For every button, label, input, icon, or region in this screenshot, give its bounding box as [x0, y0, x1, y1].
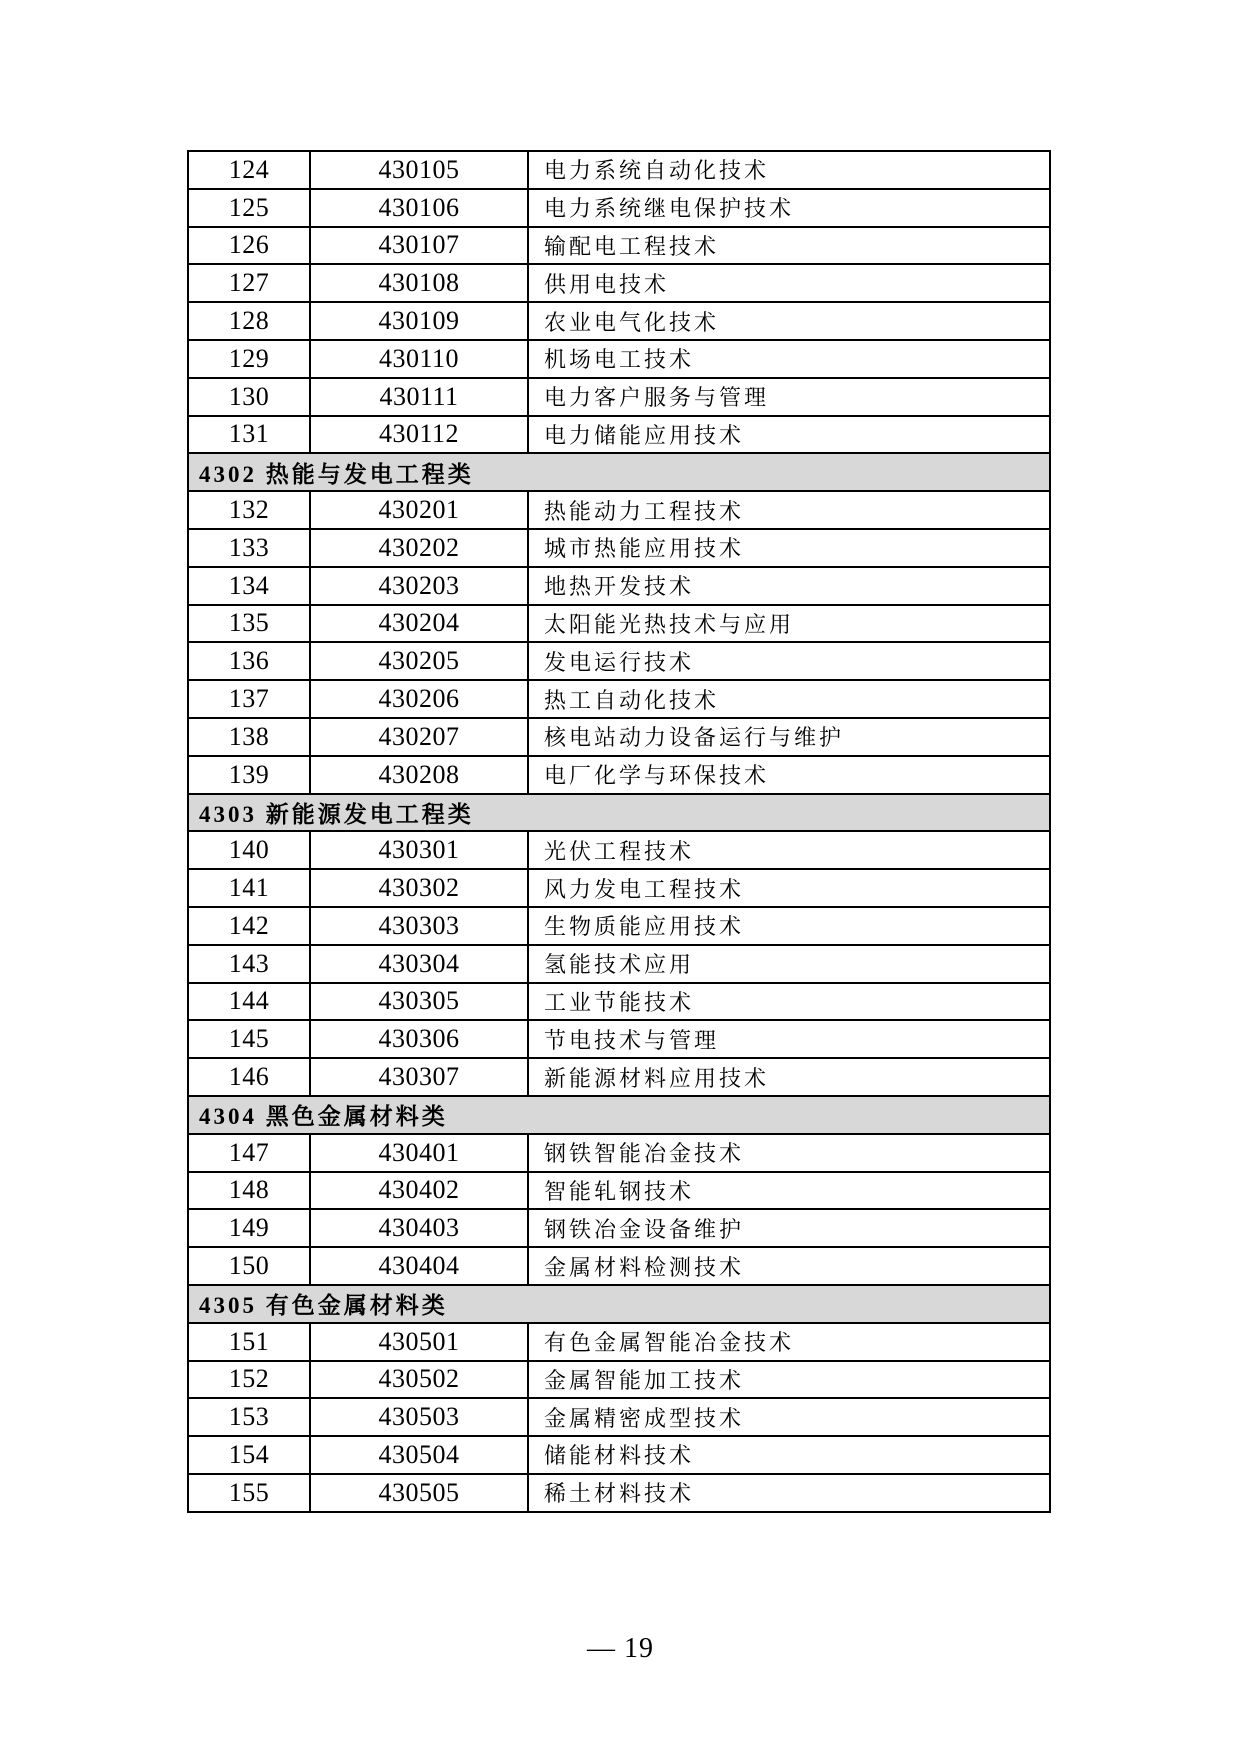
major-name-cell: 有色金属智能冶金技术 — [528, 1323, 1050, 1361]
major-code-cell: 430109 — [310, 302, 528, 340]
major-name-cell: 金属精密成型技术 — [528, 1398, 1050, 1436]
major-name-cell: 光伏工程技术 — [528, 831, 1050, 869]
major-code-cell: 430504 — [310, 1436, 528, 1474]
section-header-row — [188, 794, 1050, 832]
major-name-cell: 供用电技术 — [528, 264, 1050, 302]
table-row — [188, 1247, 1050, 1285]
major-code-cell: 430111 — [310, 378, 528, 416]
row-number-cell: 152 — [188, 1361, 310, 1399]
major-name-cell: 电力储能应用技术 — [528, 416, 1050, 454]
major-name-cell: 太阳能光热技术与应用 — [528, 605, 1050, 643]
table-row — [188, 605, 1050, 643]
row-number-cell: 131 — [188, 416, 310, 454]
major-code-cell: 430505 — [310, 1474, 528, 1512]
major-name-cell: 电力系统继电保护技术 — [528, 189, 1050, 227]
table-row — [188, 718, 1050, 756]
major-code-cell: 430203 — [310, 567, 528, 605]
table-row — [188, 189, 1050, 227]
row-number-cell: 150 — [188, 1247, 310, 1285]
major-name-cell: 钢铁冶金设备维护 — [528, 1209, 1050, 1247]
major-code-cell: 430403 — [310, 1209, 528, 1247]
table-row — [188, 1020, 1050, 1058]
table-row — [188, 642, 1050, 680]
major-code-cell: 430501 — [310, 1323, 528, 1361]
major-name-cell: 工业节能技术 — [528, 983, 1050, 1021]
row-number-cell: 128 — [188, 302, 310, 340]
table-row — [188, 151, 1050, 189]
major-code-cell: 430207 — [310, 718, 528, 756]
major-code-cell: 430404 — [310, 1247, 528, 1285]
major-name-cell: 城市热能应用技术 — [528, 529, 1050, 567]
row-number-cell: 154 — [188, 1436, 310, 1474]
major-code-cell: 430208 — [310, 756, 528, 794]
row-number-cell: 141 — [188, 869, 310, 907]
table-row — [188, 340, 1050, 378]
table-row — [188, 869, 1050, 907]
major-name-cell: 机场电工技术 — [528, 340, 1050, 378]
section-header-label: 4304 黑色金属材料类 — [188, 1096, 1050, 1134]
row-number-cell: 132 — [188, 491, 310, 529]
table-row — [188, 416, 1050, 454]
table-row — [188, 907, 1050, 945]
section-header-row — [188, 1096, 1050, 1134]
major-code-cell: 430201 — [310, 491, 528, 529]
major-code-cell: 430502 — [310, 1361, 528, 1399]
table-row — [188, 1058, 1050, 1096]
table-row — [188, 378, 1050, 416]
major-name-cell: 稀土材料技术 — [528, 1474, 1050, 1512]
table-row — [188, 1209, 1050, 1247]
table-row — [188, 1172, 1050, 1210]
major-code-cell: 430106 — [310, 189, 528, 227]
major-code-cell: 430112 — [310, 416, 528, 454]
table-row — [188, 1361, 1050, 1399]
major-name-cell: 氢能技术应用 — [528, 945, 1050, 983]
row-number-cell: 125 — [188, 189, 310, 227]
major-code-cell: 430202 — [310, 529, 528, 567]
section-header-label: 4303 新能源发电工程类 — [188, 794, 1050, 832]
major-code-cell: 430306 — [310, 1020, 528, 1058]
major-name-cell: 生物质能应用技术 — [528, 907, 1050, 945]
major-name-cell: 输配电工程技术 — [528, 227, 1050, 265]
table-row — [188, 1398, 1050, 1436]
row-number-cell: 127 — [188, 264, 310, 302]
row-number-cell: 124 — [188, 151, 310, 189]
table-row — [188, 831, 1050, 869]
major-name-cell: 节电技术与管理 — [528, 1020, 1050, 1058]
row-number-cell: 143 — [188, 945, 310, 983]
table-row — [188, 1436, 1050, 1474]
row-number-cell: 151 — [188, 1323, 310, 1361]
major-name-cell: 电力客户服务与管理 — [528, 378, 1050, 416]
section-header-label: 4305 有色金属材料类 — [188, 1285, 1050, 1323]
major-name-cell: 核电站动力设备运行与维护 — [528, 718, 1050, 756]
major-name-cell: 农业电气化技术 — [528, 302, 1050, 340]
table-row — [188, 567, 1050, 605]
major-code-cell: 430304 — [310, 945, 528, 983]
row-number-cell: 149 — [188, 1209, 310, 1247]
major-name-cell: 发电运行技术 — [528, 642, 1050, 680]
table-row — [188, 756, 1050, 794]
major-name-cell: 储能材料技术 — [528, 1436, 1050, 1474]
major-code-cell: 430107 — [310, 227, 528, 265]
major-code-cell: 430401 — [310, 1134, 528, 1172]
row-number-cell: 144 — [188, 983, 310, 1021]
row-number-cell: 130 — [188, 378, 310, 416]
major-name-cell: 热工自动化技术 — [528, 680, 1050, 718]
major-name-cell: 电力系统自动化技术 — [528, 151, 1050, 189]
row-number-cell: 142 — [188, 907, 310, 945]
table-row — [188, 491, 1050, 529]
row-number-cell: 134 — [188, 567, 310, 605]
major-code-cell: 430105 — [310, 151, 528, 189]
major-code-cell: 430305 — [310, 983, 528, 1021]
row-number-cell: 145 — [188, 1020, 310, 1058]
table-row — [188, 1323, 1050, 1361]
row-number-cell: 137 — [188, 680, 310, 718]
table-row — [188, 529, 1050, 567]
major-code-cell: 430206 — [310, 680, 528, 718]
table-row — [188, 983, 1050, 1021]
section-header-row — [188, 453, 1050, 491]
row-number-cell: 140 — [188, 831, 310, 869]
row-number-cell: 136 — [188, 642, 310, 680]
table-row — [188, 680, 1050, 718]
row-number-cell: 148 — [188, 1172, 310, 1210]
major-name-cell: 钢铁智能冶金技术 — [528, 1134, 1050, 1172]
row-number-cell: 133 — [188, 529, 310, 567]
major-name-cell: 金属智能加工技术 — [528, 1361, 1050, 1399]
row-number-cell: 155 — [188, 1474, 310, 1512]
major-name-cell: 风力发电工程技术 — [528, 869, 1050, 907]
major-code-cell: 430204 — [310, 605, 528, 643]
row-number-cell: 146 — [188, 1058, 310, 1096]
major-code-cell: 430301 — [310, 831, 528, 869]
major-name-cell: 智能轧钢技术 — [528, 1172, 1050, 1210]
major-code-cell: 430503 — [310, 1398, 528, 1436]
table-row — [188, 945, 1050, 983]
section-header-label: 4302 热能与发电工程类 — [188, 453, 1050, 491]
major-name-cell: 电厂化学与环保技术 — [528, 756, 1050, 794]
row-number-cell: 139 — [188, 756, 310, 794]
majors-table-body — [188, 151, 1050, 1512]
major-code-cell: 430307 — [310, 1058, 528, 1096]
row-number-cell: 126 — [188, 227, 310, 265]
major-code-cell: 430402 — [310, 1172, 528, 1210]
table-row — [188, 1134, 1050, 1172]
row-number-cell: 147 — [188, 1134, 310, 1172]
table-row — [188, 302, 1050, 340]
section-header-row — [188, 1285, 1050, 1323]
row-number-cell: 138 — [188, 718, 310, 756]
major-name-cell: 新能源材料应用技术 — [528, 1058, 1050, 1096]
row-number-cell: 135 — [188, 605, 310, 643]
table-row — [188, 264, 1050, 302]
row-number-cell: 153 — [188, 1398, 310, 1436]
major-code-cell: 430205 — [310, 642, 528, 680]
page-number: — 19 — [587, 1633, 654, 1664]
table-row — [188, 227, 1050, 265]
major-code-cell: 430303 — [310, 907, 528, 945]
major-name-cell: 热能动力工程技术 — [528, 491, 1050, 529]
major-code-cell: 430110 — [310, 340, 528, 378]
row-number-cell: 129 — [188, 340, 310, 378]
major-name-cell: 金属材料检测技术 — [528, 1247, 1050, 1285]
majors-table — [187, 150, 1051, 1513]
table-row — [188, 1474, 1050, 1512]
major-code-cell: 430108 — [310, 264, 528, 302]
major-name-cell: 地热开发技术 — [528, 567, 1050, 605]
major-code-cell: 430302 — [310, 869, 528, 907]
